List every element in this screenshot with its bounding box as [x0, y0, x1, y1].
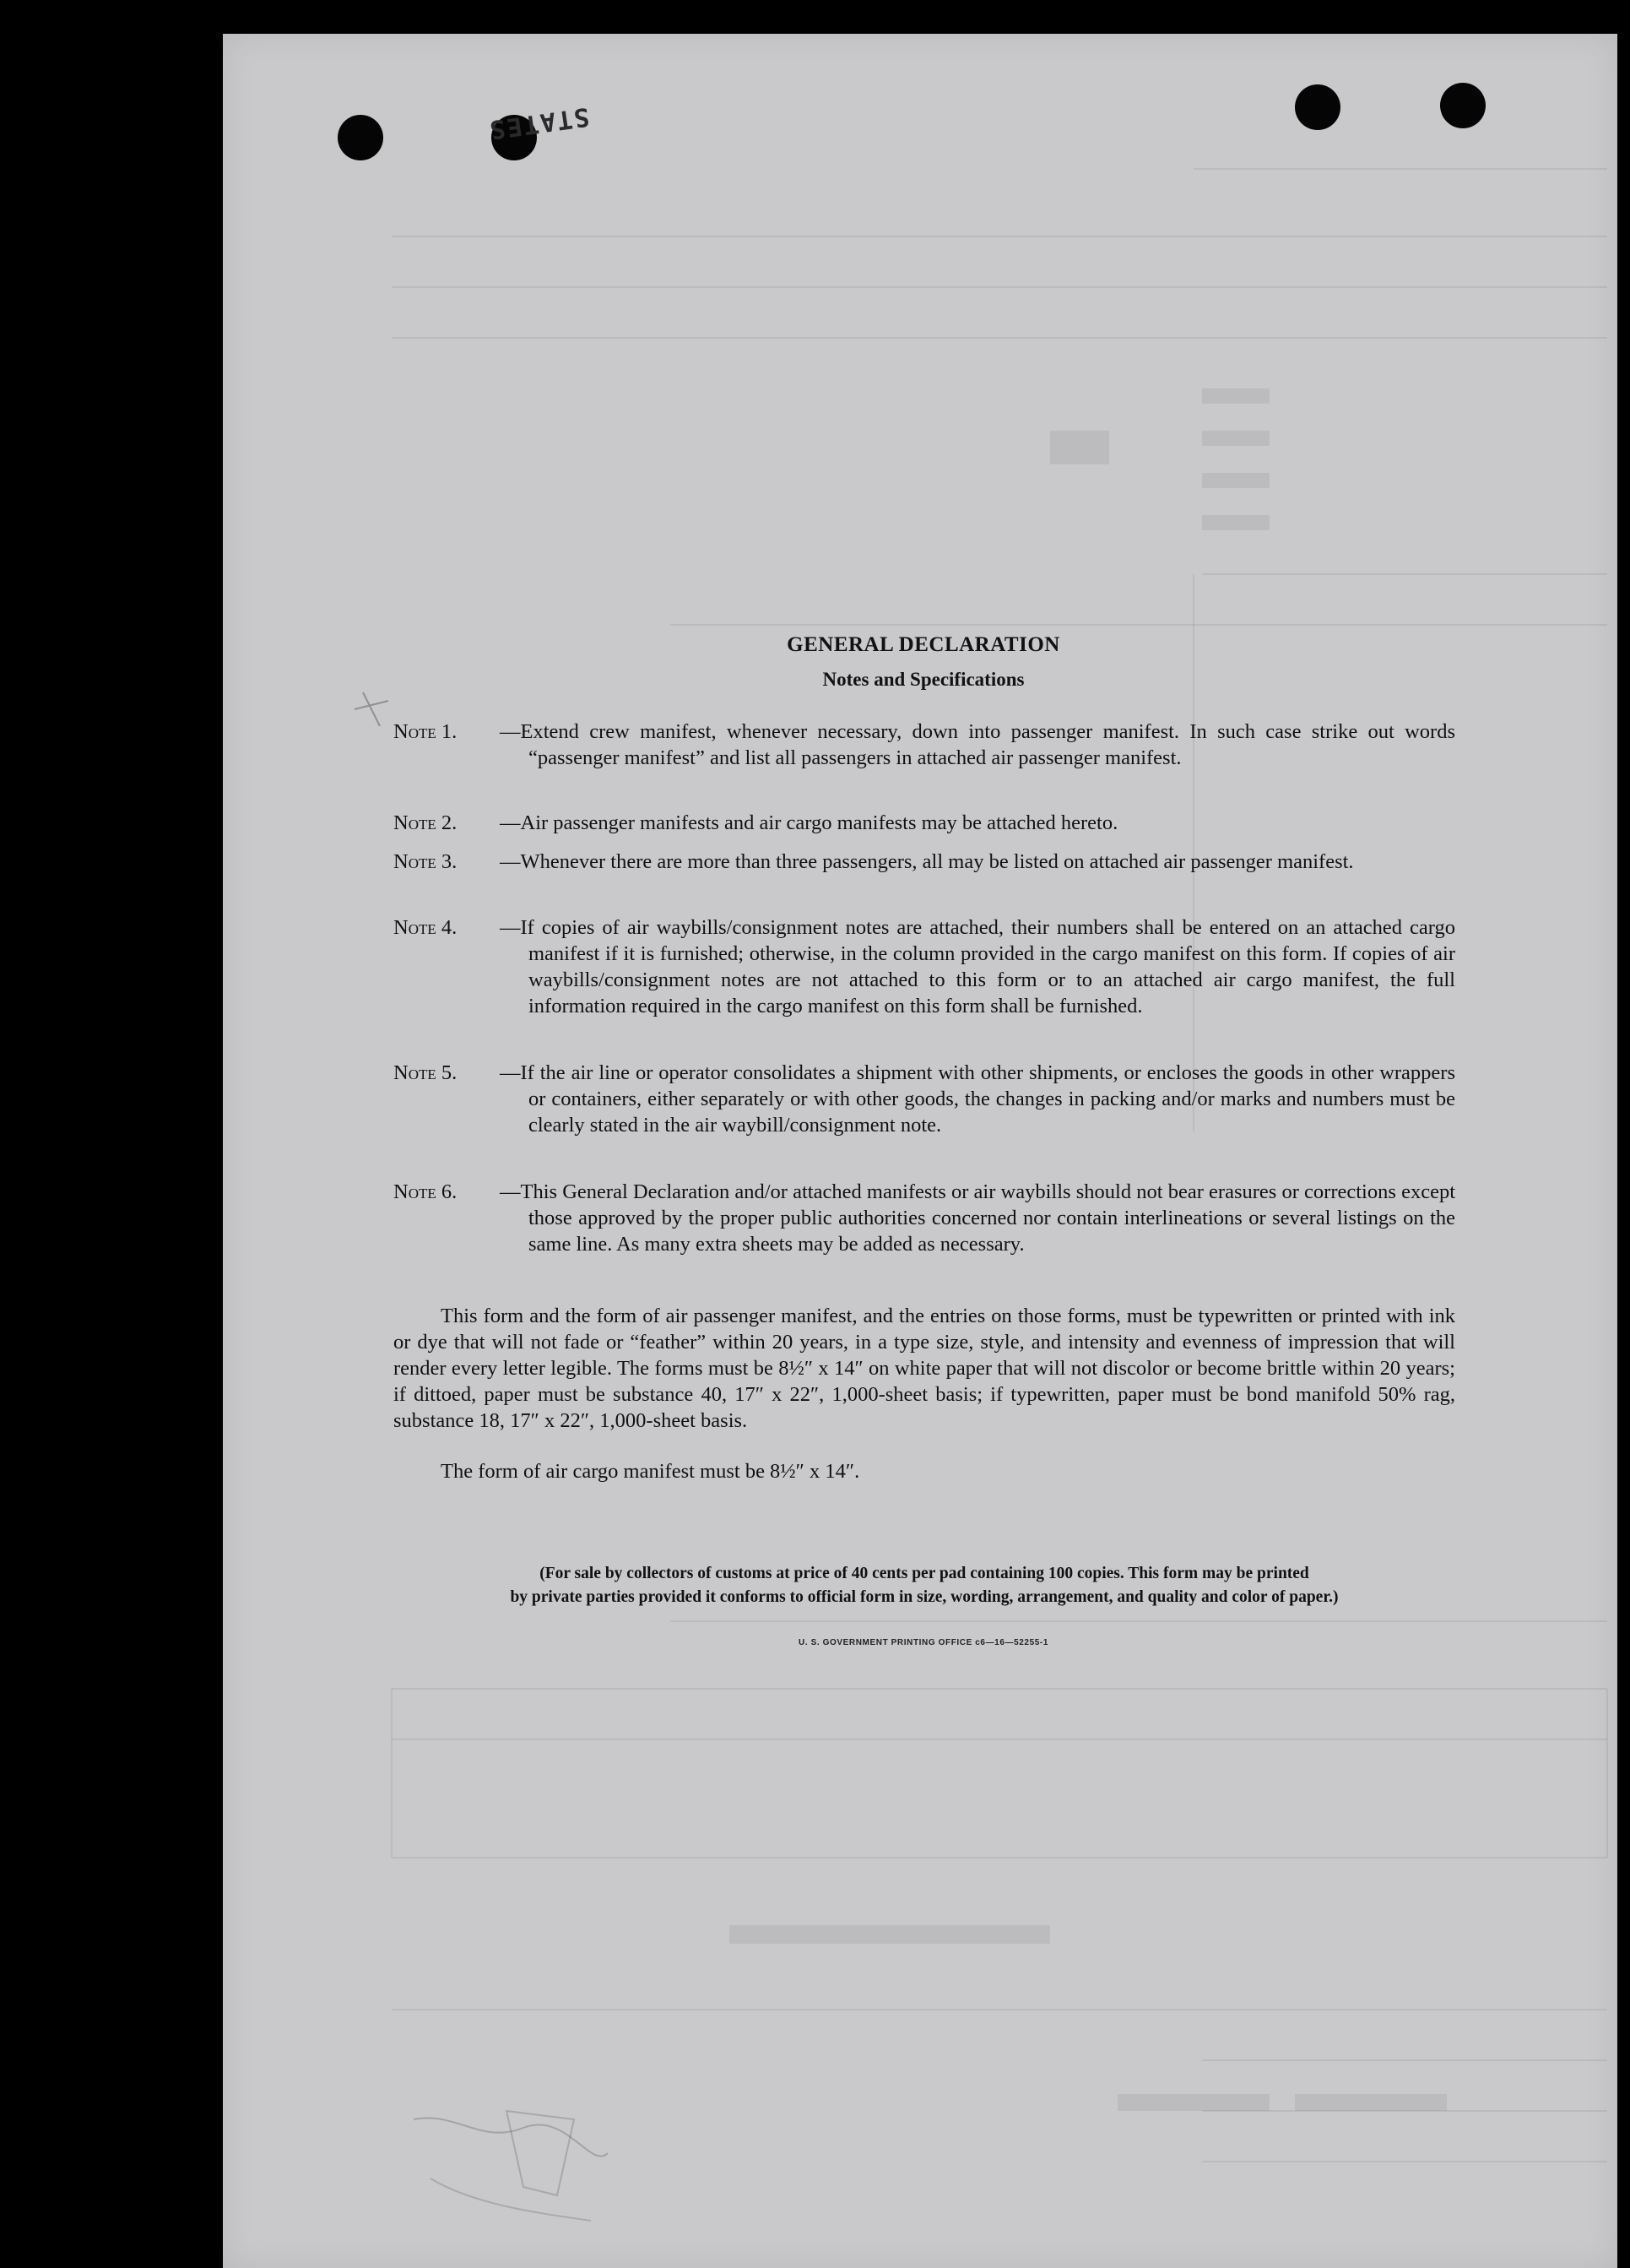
- page-title: GENERAL DECLARATION: [787, 633, 1060, 656]
- note-2: [393, 810, 1455, 836]
- note-label: Note 4.: [393, 916, 458, 939]
- note-label: Note 6.: [393, 1180, 458, 1203]
- note-text: —Air passenger manifests and air cargo manifests may be attached hereto.: [500, 811, 1118, 834]
- sale-notice-line-1: (For sale by collectors of customs at price of 40 cents per pad containing 100 copies. This form may be printed: [539, 1565, 1309, 1582]
- note-1: [393, 719, 1455, 771]
- page-subtitle: Notes and Specifications: [822, 669, 1025, 690]
- pencil-marks: [338, 676, 439, 777]
- note-label: Note 1.: [393, 720, 458, 743]
- bleed-through-lines: [223, 34, 1617, 2268]
- note-6: [393, 1179, 1455, 1257]
- note-3: [393, 849, 1455, 875]
- note-4: [393, 914, 1455, 1019]
- note-5: [393, 1060, 1455, 1138]
- note-label: Note 5.: [393, 1061, 458, 1084]
- specification-paragraph: This form and the form of air passenger manifest, and the entries on those forms, must be typewritten or printed with ink or dye that will not fade or “feather” within 20 years, in a type size, style, and intensity and evenness of impression that will render every letter legible. The forms must be 8½″ x 14″ on white paper that will not discolor or become brittle within 20 years; if dittoed, paper must be substance 40, 17″ x 22″, 1,000-sheet basis; if typewritten, paper must be bond manifold 50% rag, substance 18, 17″ x 22″, 1,000-sheet basis.: [393, 1305, 1455, 1432]
- stamp-mark: STATES: [486, 100, 592, 145]
- signature-bleed-through: [405, 2094, 658, 2229]
- note-text: —If copies of air waybills/consignment notes are attached, their numbers shall be entered on an attached cargo manifest if it is furnished; otherwise, in the column provided in the cargo manifest on this form. If copies of air waybills/consignment notes are not attached to this form or to an attached air cargo manifest, the full information required in the cargo manifest on this form shall be furnished.: [500, 916, 1455, 1017]
- note-label: Note 2.: [393, 811, 458, 834]
- sale-notice: [393, 1562, 1455, 1609]
- note-text: —Whenever there are more than three passengers, all may be listed on attached air passenger manifest.: [500, 850, 1354, 873]
- cargo-manifest-note: The form of air cargo manifest must be 8½″ x 14″.: [441, 1460, 860, 1483]
- note-text: —This General Declaration and/or attached manifests or air waybills should not bear erasures or corrections except those approved by the proper public authorities concerned nor contain interlineations or several listings on the same line. As many extra sheets may be added as necessary.: [500, 1180, 1455, 1256]
- note-text: —Extend crew manifest, whenever necessary, down into passenger manifest. In such case strike out words “passenger manifest” and list all passengers in attached air passenger manifest.: [500, 720, 1455, 769]
- printing-office-imprint: U. S. GOVERNMENT PRINTING OFFICE c6—16—52255-1: [799, 1638, 1048, 1647]
- sale-notice-line-2: by private parties provided it conforms to official form in size, wording, arrangement, and quality and color of paper.): [510, 1588, 1339, 1606]
- note-text: —If the air line or operator consolidates a shipment with other shipments, or encloses the goods in other wrappers or containers, either separately or with other goods, the changes in packing and/or marks and numbers must be clearly stated in the air waybill/consignment note.: [500, 1061, 1455, 1137]
- note-label: Note 3.: [393, 850, 458, 873]
